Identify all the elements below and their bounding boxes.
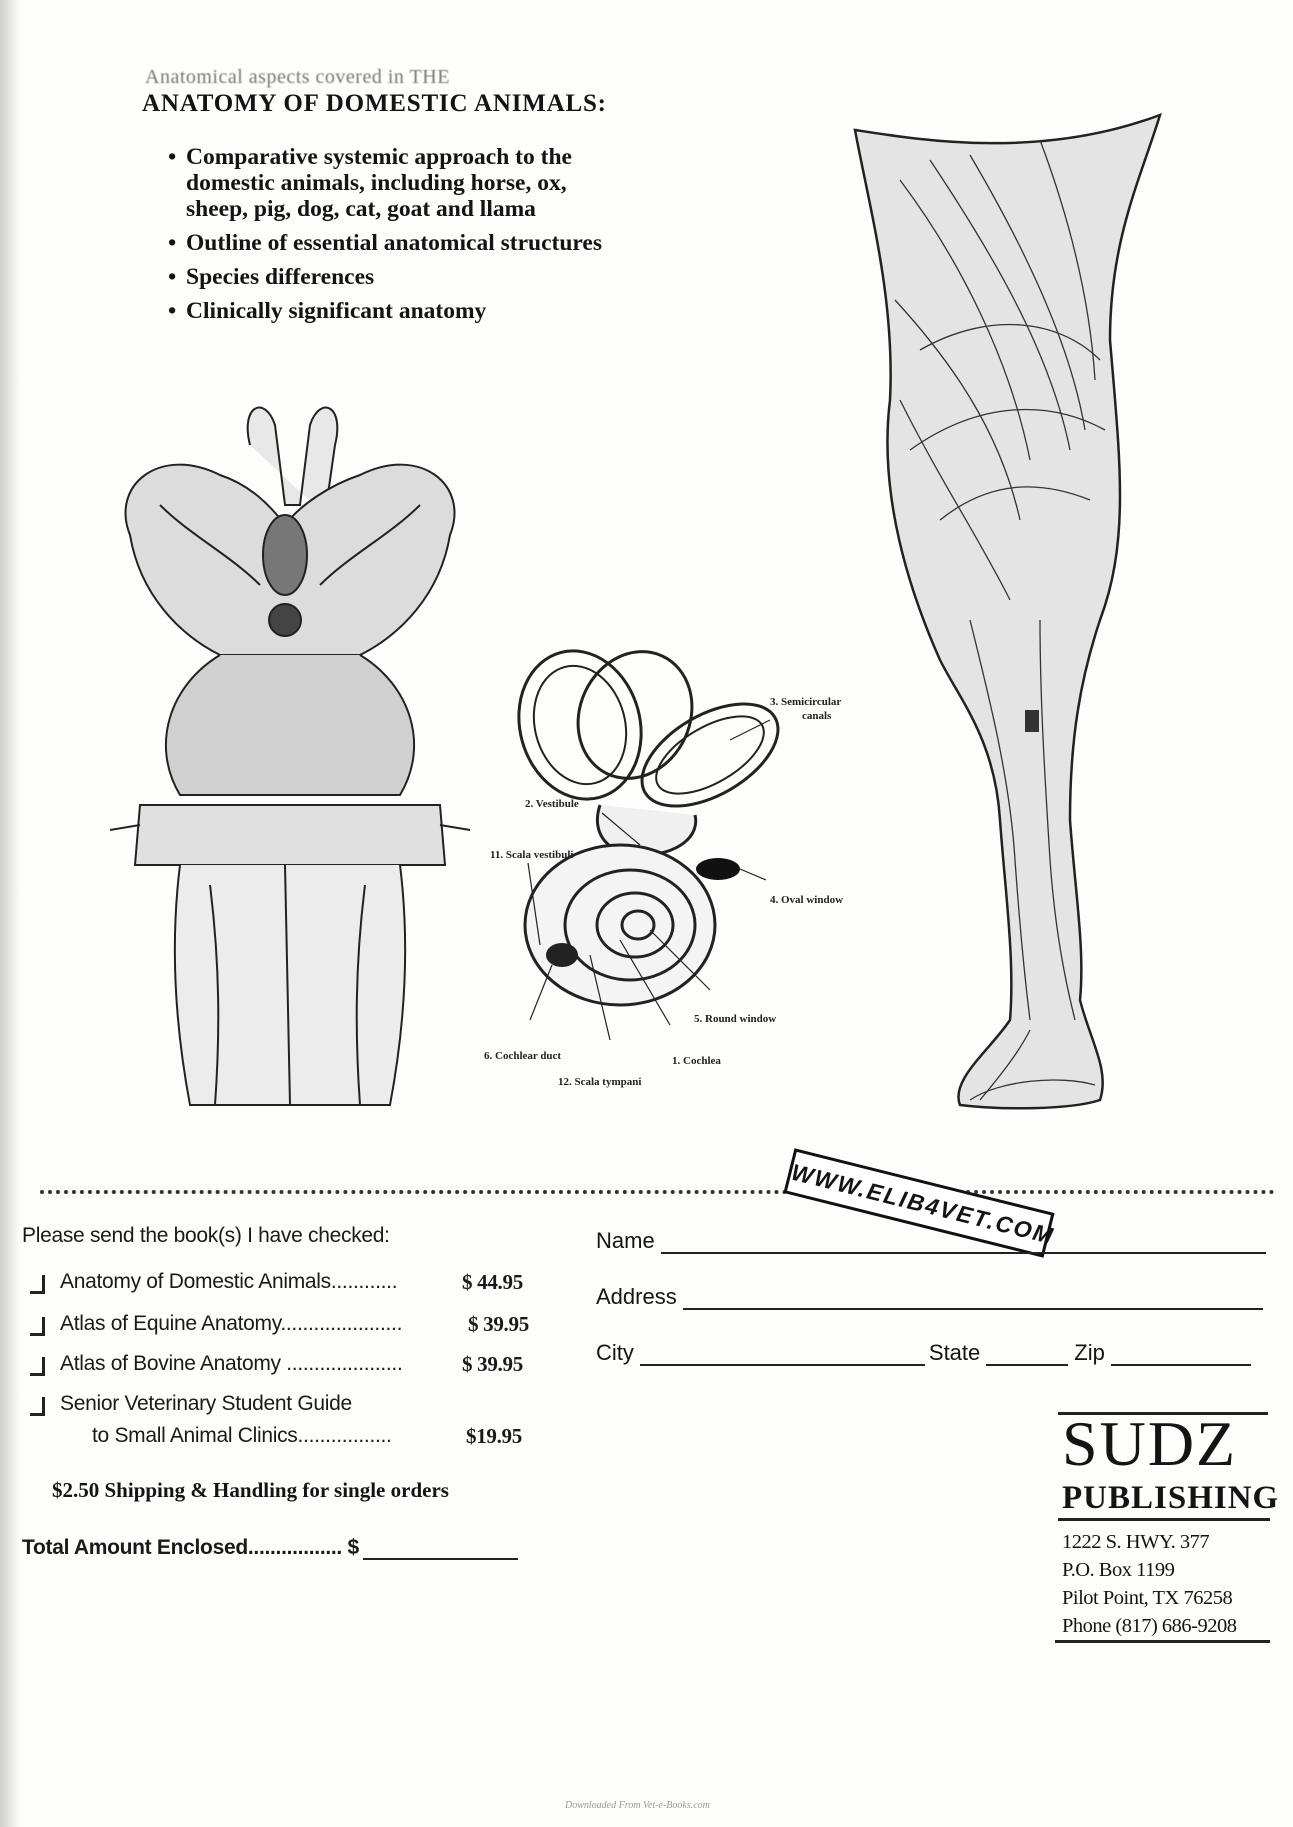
checkbox[interactable] [30, 1357, 45, 1376]
total-label: Total Amount Enclosed................. $ [22, 1536, 359, 1559]
city-state-zip-field[interactable] [596, 1340, 1251, 1366]
cut-line [40, 1190, 1275, 1194]
book-title: ANATOMY OF DOMESTIC ANIMALS: [142, 90, 607, 117]
publisher-name: SUDZ [1062, 1408, 1238, 1479]
book-title-label: Atlas of Equine Anatomy...................... [60, 1312, 403, 1335]
price: $19.95 [466, 1424, 522, 1448]
city-label: City [596, 1340, 634, 1365]
order-heading: Please send the book(s) I have checked: [22, 1224, 390, 1247]
shipping-note: $2.50 Shipping & Handling for single orders [52, 1478, 449, 1502]
label-cochlea: 1. Cochlea [672, 1055, 721, 1067]
publisher-rule-mid [1058, 1518, 1270, 1521]
label-round-window: 5. Round window [694, 1013, 777, 1025]
book-title-label: Atlas of Bovine Anatomy ..................... [60, 1352, 403, 1375]
publisher-rule-bottom [1055, 1640, 1270, 1643]
label-cochlear-duct: 6. Cochlear duct [484, 1050, 562, 1062]
label-scala-tympani: 12. Scala tympani [558, 1076, 642, 1088]
brainstem-illustration [100, 385, 480, 1125]
price: $ 44.95 [462, 1270, 523, 1294]
label-semicircular: 3. Semicircular [770, 696, 842, 708]
phone-line: Phone (817) 686-9208 [1062, 1615, 1237, 1637]
name-input-line[interactable] [661, 1230, 1266, 1254]
address-line: 1222 S. HWY. 377 [1062, 1531, 1210, 1553]
price: $ 39.95 [468, 1312, 529, 1336]
address-line: P.O. Box 1199 [1062, 1559, 1175, 1581]
address-label: Address [596, 1284, 677, 1309]
horse-limb-illustration [840, 100, 1260, 1140]
address-line: Pilot Point, TX 76258 [1062, 1587, 1233, 1609]
feature-item: • Clinically significant anatomy [168, 298, 728, 324]
name-field[interactable] [596, 1228, 1266, 1254]
checkbox[interactable] [30, 1397, 45, 1416]
total-input-line[interactable] [363, 1538, 518, 1560]
zip-label: Zip [1074, 1340, 1105, 1365]
feature-item: • Species differences [168, 264, 728, 290]
label-canals: canals [802, 710, 832, 722]
publisher-subtitle: PUBLISHING [1062, 1480, 1280, 1516]
download-footer: Downloaded From Vet-e-Books.com [565, 1800, 710, 1811]
label-scala-vestibuli: 11. Scala vestibuli [490, 849, 574, 861]
checkbox[interactable] [30, 1317, 45, 1336]
feature-item: • Comparative systemic approach to the domestic animals, including horse, ox, sheep, pig, dog, cat, goat and llama [168, 144, 728, 222]
feature-list [168, 144, 728, 332]
state-input-line[interactable] [986, 1342, 1068, 1366]
price: $ 39.95 [462, 1352, 523, 1376]
zip-input-line[interactable] [1111, 1342, 1251, 1366]
book-option-senior-guide[interactable] [0, 1392, 560, 1452]
book-title-label: Anatomy of Domestic Animals............ [60, 1270, 398, 1293]
label-vestibule: 2. Vestibule [525, 798, 579, 810]
label-oval-window: 4. Oval window [770, 894, 844, 906]
header-faded-line: Anatomical aspects covered in THE [145, 66, 450, 88]
state-label: State [928, 1340, 981, 1365]
book-title-label-line2: to Small Animal Clinics................. [92, 1424, 392, 1447]
checkbox[interactable] [30, 1275, 45, 1294]
total-amount [22, 1536, 518, 1560]
feature-item: • Outline of essential anatomical structures [168, 230, 728, 256]
website-stamp: WWW.ELIB4VET.COM [783, 1148, 1054, 1257]
publisher-address [1062, 1528, 1236, 1640]
book-title-label: Senior Veterinary Student Guide [60, 1392, 352, 1415]
address-field[interactable] [596, 1284, 1263, 1310]
page-edge-shadow [0, 0, 20, 1827]
address-input-line[interactable] [683, 1286, 1263, 1310]
name-label: Name [596, 1228, 655, 1253]
city-input-line[interactable] [640, 1342, 925, 1366]
